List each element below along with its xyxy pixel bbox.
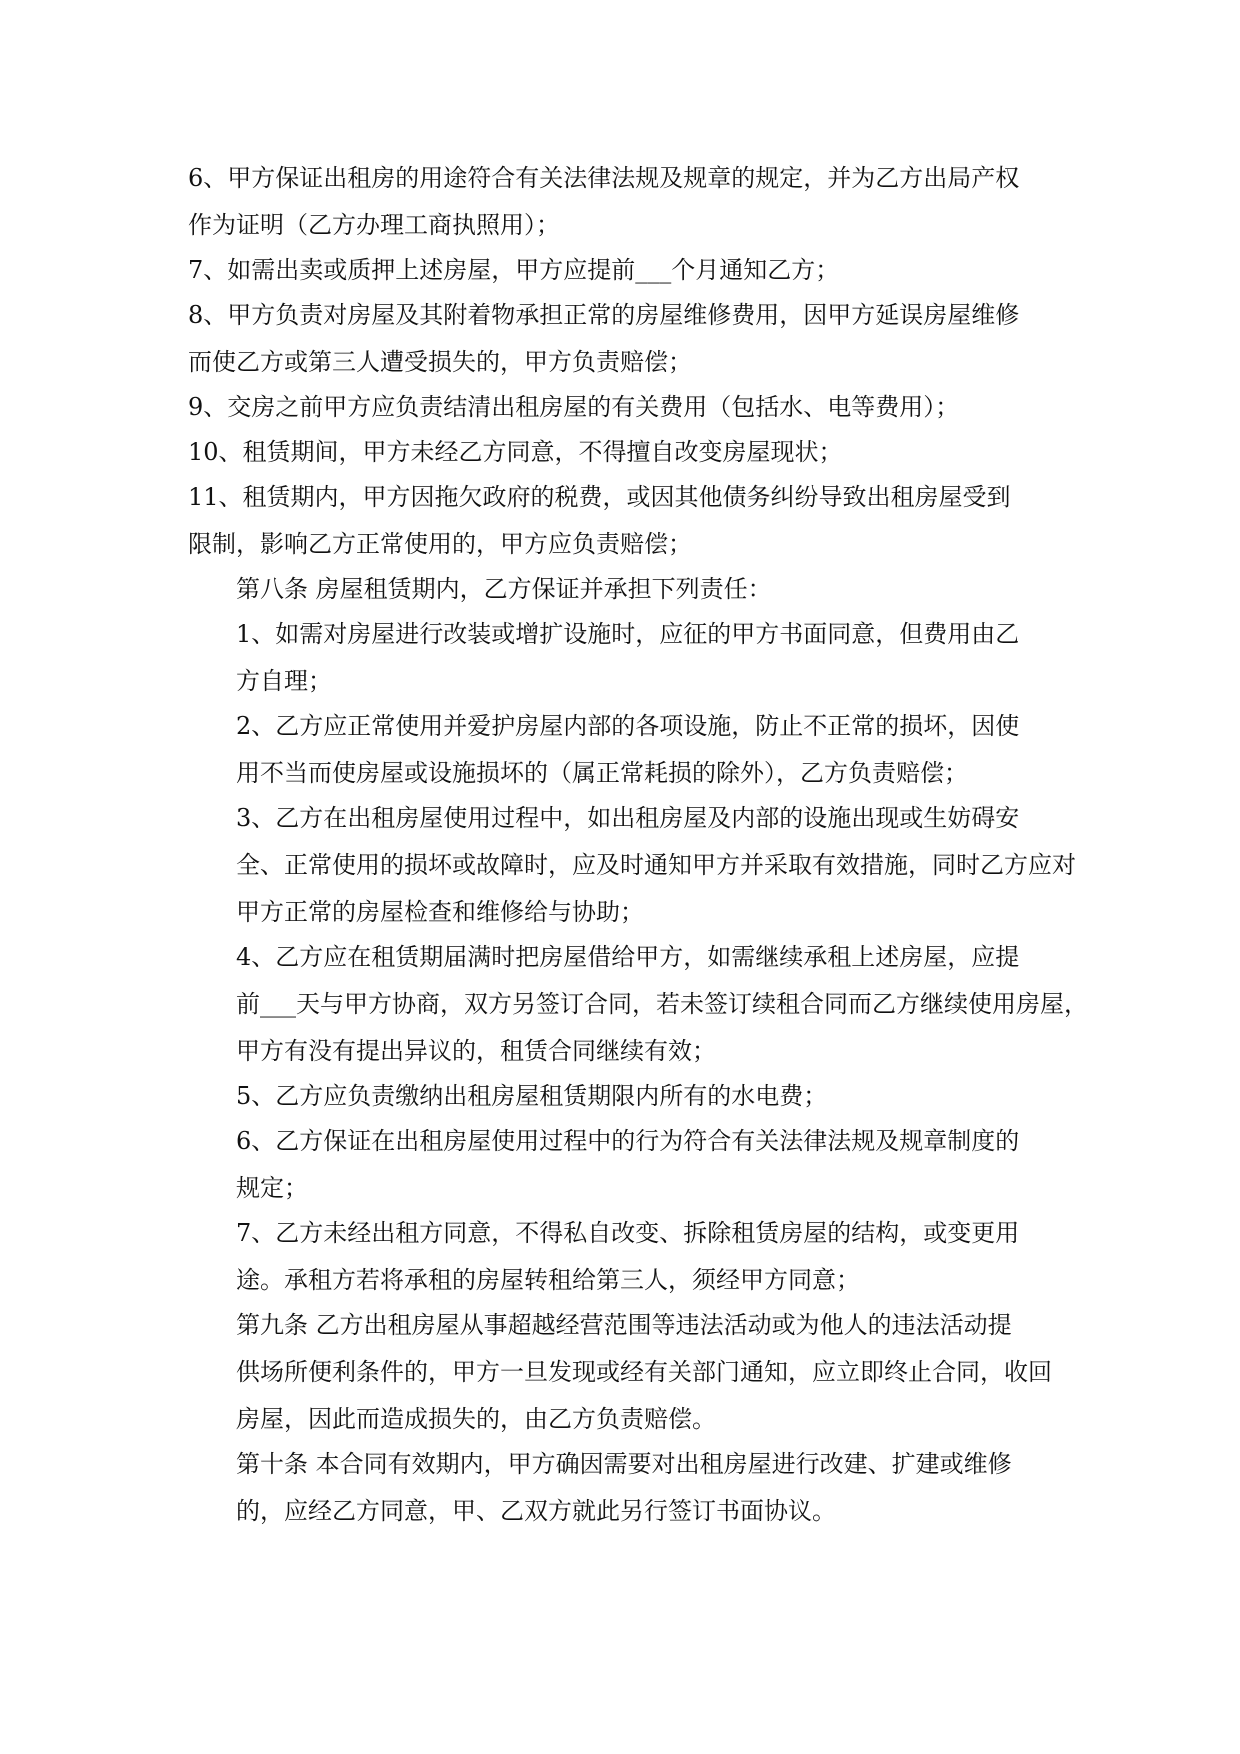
paragraph <box>188 703 1068 797</box>
paragraph <box>188 566 1068 613</box>
text-line: 7、如需出卖或质押上述房屋，甲方应提前___个月通知乙方； <box>188 256 840 284</box>
text-line: 全、正常使用的损坏或故障时，应及时通知甲方并采取有效措施，同时乙方应对 <box>236 851 1076 879</box>
paragraph <box>188 429 1068 476</box>
text-line: 规定； <box>236 1174 308 1202</box>
text-line: 6、乙方保证在出租房屋使用过程中的行为符合有关法律法规及规章制度的 <box>236 1127 1020 1155</box>
text-line: 作为证明（乙方办理工商执照用）； <box>188 211 560 239</box>
text-line: 前___天与甲方协商，双方另签订合同，若未签订续租合同而乙方继续使用房屋， <box>236 990 1088 1018</box>
text-line: 7、乙方未经出租方同意，不得私自改变、拆除租赁房屋的结构，或变更用 <box>236 1219 1020 1247</box>
text-line: 9、交房之前甲方应负责结清出租房屋的有关费用（包括水、电等费用）； <box>188 393 960 421</box>
text-line: 3、乙方在出租房屋使用过程中，如出租房屋及内部的设施出现或生妨碍安 <box>236 804 1020 832</box>
paragraph <box>188 384 1068 431</box>
text-line: 4、乙方应在租赁期届满时把房屋借给甲方，如需继续承租上述房屋，应提 <box>236 943 1020 971</box>
text-line: 甲方有没有提出异议的，租赁合同继续有效； <box>236 1037 716 1065</box>
text-line: 限制，影响乙方正常使用的，甲方应负责赔偿； <box>188 530 692 558</box>
text-line: 供场所便利条件的，甲方一旦发现或经有关部门通知，应立即终止合同，收回 <box>236 1358 1052 1386</box>
text-line: 甲方正常的房屋检查和维修给与协助； <box>236 898 644 926</box>
paragraph <box>188 1302 1068 1443</box>
text-line: 8、甲方负责对房屋及其附着物承担正常的房屋维修费用，因甲方延误房屋维修 <box>188 301 1020 329</box>
text-line: 房屋，因此而造成损失的，由乙方负责赔偿。 <box>236 1405 716 1433</box>
document-body <box>188 155 1088 1533</box>
paragraph <box>188 1118 1068 1212</box>
text-line: 第九条 乙方出租房屋从事超越经营范围等违法活动或为他人的违法活动提 <box>236 1311 1012 1339</box>
paragraph <box>188 611 1068 705</box>
text-line: 第八条 房屋租赁期内，乙方保证并承担下列责任： <box>236 575 772 603</box>
text-line: 途。承租方若将承租的房屋转租给第三人，须经甲方同意； <box>236 1266 860 1294</box>
text-line: 用不当而使房屋或设施损坏的（属正常耗损的除外），乙方负责赔偿； <box>236 759 968 787</box>
paragraph <box>188 1210 1068 1304</box>
text-line: 的，应经乙方同意，甲、乙双方就此另行签订书面协议。 <box>236 1497 836 1525</box>
text-line: 11、租赁期内，甲方因拖欠政府的税费，或因其他债务纠纷导致出租房屋受到 <box>188 483 1011 511</box>
paragraph <box>188 474 1068 568</box>
text-line: 10、租赁期间，甲方未经乙方同意，不得擅自改变房屋现状； <box>188 438 843 466</box>
paragraph <box>188 1073 1068 1120</box>
paragraph <box>188 247 1068 294</box>
text-line: 方自理； <box>236 667 332 695</box>
paragraph <box>188 292 1068 386</box>
paragraph <box>188 795 1076 936</box>
text-line: 而使乙方或第三人遭受损失的，甲方负责赔偿； <box>188 348 692 376</box>
text-line: 第十条 本合同有效期内，甲方确因需要对出租房屋进行改建、扩建或维修 <box>236 1450 1012 1478</box>
paragraph <box>188 155 1068 249</box>
paragraph <box>188 934 1088 1075</box>
text-line: 5、乙方应负责缴纳出租房屋租赁期限内所有的水电费； <box>236 1082 828 1110</box>
paragraph <box>188 1441 1068 1535</box>
text-line: 2、乙方应正常使用并爱护房屋内部的各项设施，防止不正常的损坏，因使 <box>236 712 1020 740</box>
text-line: 6、甲方保证出租房的用途符合有关法律法规及规章的规定，并为乙方出局产权 <box>188 164 1020 192</box>
text-line: 1、如需对房屋进行改装或增扩设施时，应征的甲方书面同意，但费用由乙 <box>236 620 1020 648</box>
